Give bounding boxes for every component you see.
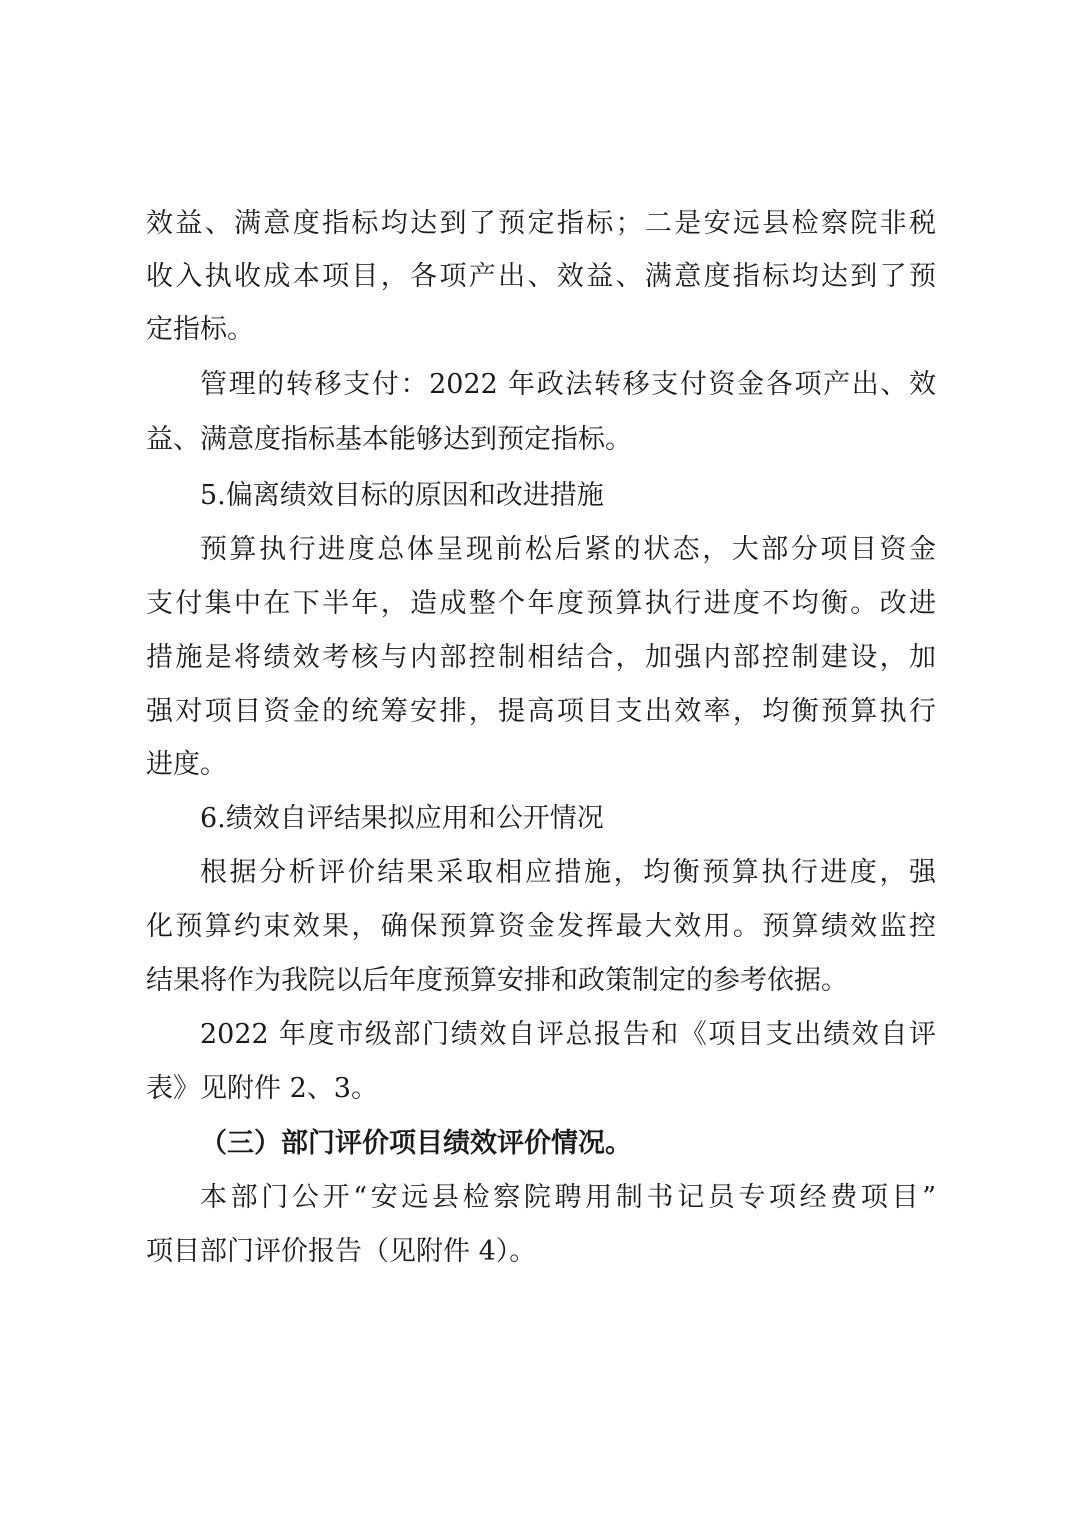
- text-line: 措施是将绩效考核与内部控制相结合，加强内部控制建设，加: [146, 642, 936, 673]
- text-line: 收入执收成本项目，各项产出、效益、满意度指标均达到了预: [146, 261, 936, 292]
- text-line: 化预算约束效果，确保预算资金发挥最大效用。预算绩效监控: [146, 911, 936, 942]
- text-line: 表》见附件 2、3。: [146, 1073, 378, 1104]
- text-line: 根据分析评价结果采取相应措施，均衡预算执行进度，强: [200, 857, 936, 888]
- text-line: 管理的转移支付：2022 年政法转移支付资金各项产出、效: [200, 369, 936, 400]
- text-line: 结果将作为我院以后年度预算安排和政策制定的参考依据。: [146, 965, 848, 996]
- text-line: 强对项目资金的统筹安排，提高项目支出效率，均衡预算执行: [146, 696, 936, 727]
- text-line: 项目部门评价报告（见附件 4）。: [146, 1236, 537, 1267]
- subheading: 5.偏离绩效目标的原因和改进措施: [200, 480, 604, 511]
- text-line: 2022 年度市级部门绩效自评总报告和《项目支出绩效自评: [200, 1019, 936, 1050]
- text-line: 预算执行进度总体呈现前松后紧的状态，大部分项目资金: [200, 534, 936, 565]
- text-line: 益、满意度指标基本能够达到预定指标。: [146, 424, 632, 455]
- text-line: 定指标。: [146, 314, 254, 345]
- text-line: 效益、满意度指标均达到了预定指标；二是安远县检察院非税: [146, 208, 936, 239]
- subheading: 6.绩效自评结果拟应用和公开情况: [200, 803, 604, 834]
- text-line: 支付集中在下半年，造成整个年度预算执行进度不均衡。改进: [146, 588, 936, 619]
- text-line: 本部门公开“安远县检察院聘用制书记员专项经费项目”: [200, 1182, 936, 1213]
- text-line: 进度。: [146, 749, 227, 780]
- section-heading: （三）部门评价项目绩效评价情况。: [200, 1128, 632, 1159]
